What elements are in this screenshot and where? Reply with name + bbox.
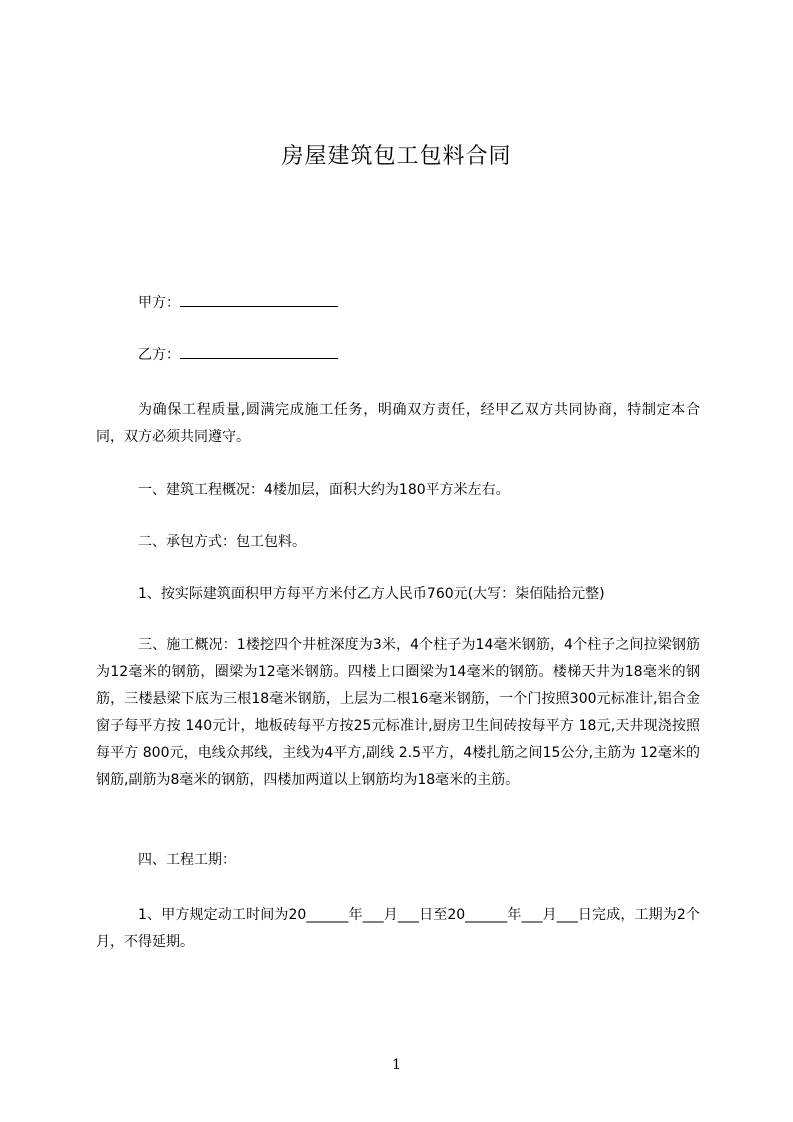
page-number: 1 [392,1057,401,1073]
party-b-label: 乙方： [138,347,180,363]
section-2-heading: 二、承包方式：包工包料。 [138,534,306,550]
section-1-heading: 一、建筑工程概况：4楼加层，面积大约为180平方米左右。 [138,482,510,498]
document-title: 房屋建筑包工包料合同 [281,144,512,169]
section-3-paragraph: 三、施工概况：1楼挖四个井桩深度为3米，4个柱子为14毫米钢筋，4个柱子之间拉梁钢筋为12毫米的钢筋，圈梁为12毫米钢筋。四楼上口圈梁为14毫米的钢筋。楼梯天井为18毫米的钢筋，三楼悬梁下底为三根18毫米钢筋，上层为二根16毫米钢筋，一个门按照300元标准计,铝合金窗子每平方按 140元计，地板砖每平方按25元标准计,厨房卫生间砖按每平方 18元,天井现浇按照每平方 800元，电线众邦线，主线为4平方,副线 2.5平方，4楼扎筋之间15公分,主筋为 12毫米的钢筋,副筋为8毫米的钢筋，四楼加两道以上钢筋均为18毫米的主筋。 [96,637,700,788]
section-4-heading: 四、工程工期： [138,852,236,868]
party-b-blank [180,344,338,359]
party-b-line [138,344,338,365]
clause-4-1: 1、甲方规定动工时间为20______年___月___日至20______年___月___日完成，工期为2个月，不得延期。 [96,907,700,950]
party-a-blank [180,292,338,307]
party-a-label: 甲方： [138,295,180,311]
clause-2-1: 1、按实际建筑面积甲方每平方米付乙方人民币760元(大写：柒佰陆拾元整) [138,586,605,602]
party-a-line [138,292,338,313]
intro-paragraph: 为确保工程质量,圆满完成施工任务，明确双方责任，经甲乙双方共同协商，特制定本合同，双方必须共同遵守。 [96,402,700,445]
